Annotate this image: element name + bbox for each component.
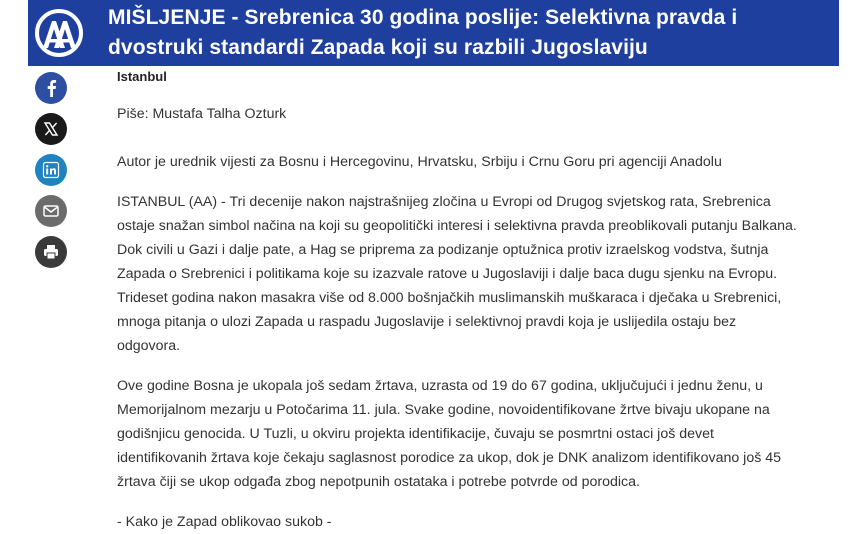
dateline: Istanbul [117,69,167,84]
aa-logo-icon [34,8,84,58]
author-byline: Piše: Mustafa Talha Ozturk [117,106,287,122]
paragraph-line: Dok civili u Gazi i dalje pate, a Hag se priprema za podizanje optužnica protiv izraelskog vodstva, šutnja [117,242,769,258]
author-note: Autor je urednik vijesti za Bosnu i Hercegovinu, Hrvatsku, Srbiju i Crnu Goru pri agenciji Anadolu [117,154,722,170]
paragraph-line: godišnjicu genocida. U Tuzli, u okviru projekta identifikacije, čuvaju se posmrtni ostaci još devet [117,426,714,442]
email-share-button[interactable] [35,195,67,227]
linkedin-share-button[interactable] [35,154,67,186]
section-subheading: - Kako je Zapad oblikovao sukob - [117,514,332,530]
paragraph-line: Zapada o Srebrenici i politikama koje su izazvale ratove u Jugoslaviji i dalje baca dugu sjenku na Evropu. [117,266,778,282]
headline-line-1: MIŠLJENJE - Srebrenica 30 godina poslije: Selektivna pravda i [108,6,738,29]
print-icon [43,244,59,260]
share-bar [35,72,69,277]
paragraph-line: Memorijalnom mezarju u Potočarima 11. jula. Svake godine, novoidentifikovane žrtve bivaju ukopane na [117,402,770,418]
print-button[interactable] [35,236,67,268]
article-body [117,68,847,534]
paragraph-line: mnoga pitanja o ulozi Zapada u raspadu Jugoslavije i selektivnoj pravdi koja je uslijedila ostaju bez [117,314,737,330]
facebook-share-button[interactable] [35,72,67,104]
x-share-button[interactable] [35,113,67,145]
article-header [28,0,839,66]
paragraph-line: ostaje snažan simbol načina na koji su geopolitički interesi i selektivna pravda preoblikovali putanju Balkana. [117,218,797,234]
paragraph-line: identifikovanih žrtava koje čekaju saglasnost porodice za ukop, dok je DNK analizom identifikovano još 45 [117,450,782,466]
paragraph-line: Ove godine Bosna je ukopala još sedam žrtava, uzrasta od 19 do 67 godina, uključujući i jednu ženu, u [117,378,763,394]
headline [108,0,737,63]
headline-line-2: dvostruki standardi Zapada koji su razbili Jugoslaviju [108,36,648,59]
paragraph-line: ISTANBUL (AA) - Tri decenije nakon najstrašnijeg zločina u Evropi od Drugog svjetskog rata, Srebrenica [117,194,771,210]
x-icon [44,122,58,136]
aa-logo[interactable] [28,0,90,66]
paragraph-line: Trideset godina nakon masakra više od 8.000 bošnjačkih muslimanskih muškaraca i dječaka u Srebrenici, [117,290,782,306]
email-icon [43,204,59,218]
paragraph-line: odgovora. [117,338,181,354]
linkedin-icon [43,162,59,178]
facebook-icon [44,79,58,97]
paragraph-1 [117,190,847,358]
paragraph-2 [117,374,847,494]
paragraph-line: žrtava čiji se ukop odgađa zbog nepotpunih ostataka i potrebe potvrde od porodica. [117,474,640,490]
